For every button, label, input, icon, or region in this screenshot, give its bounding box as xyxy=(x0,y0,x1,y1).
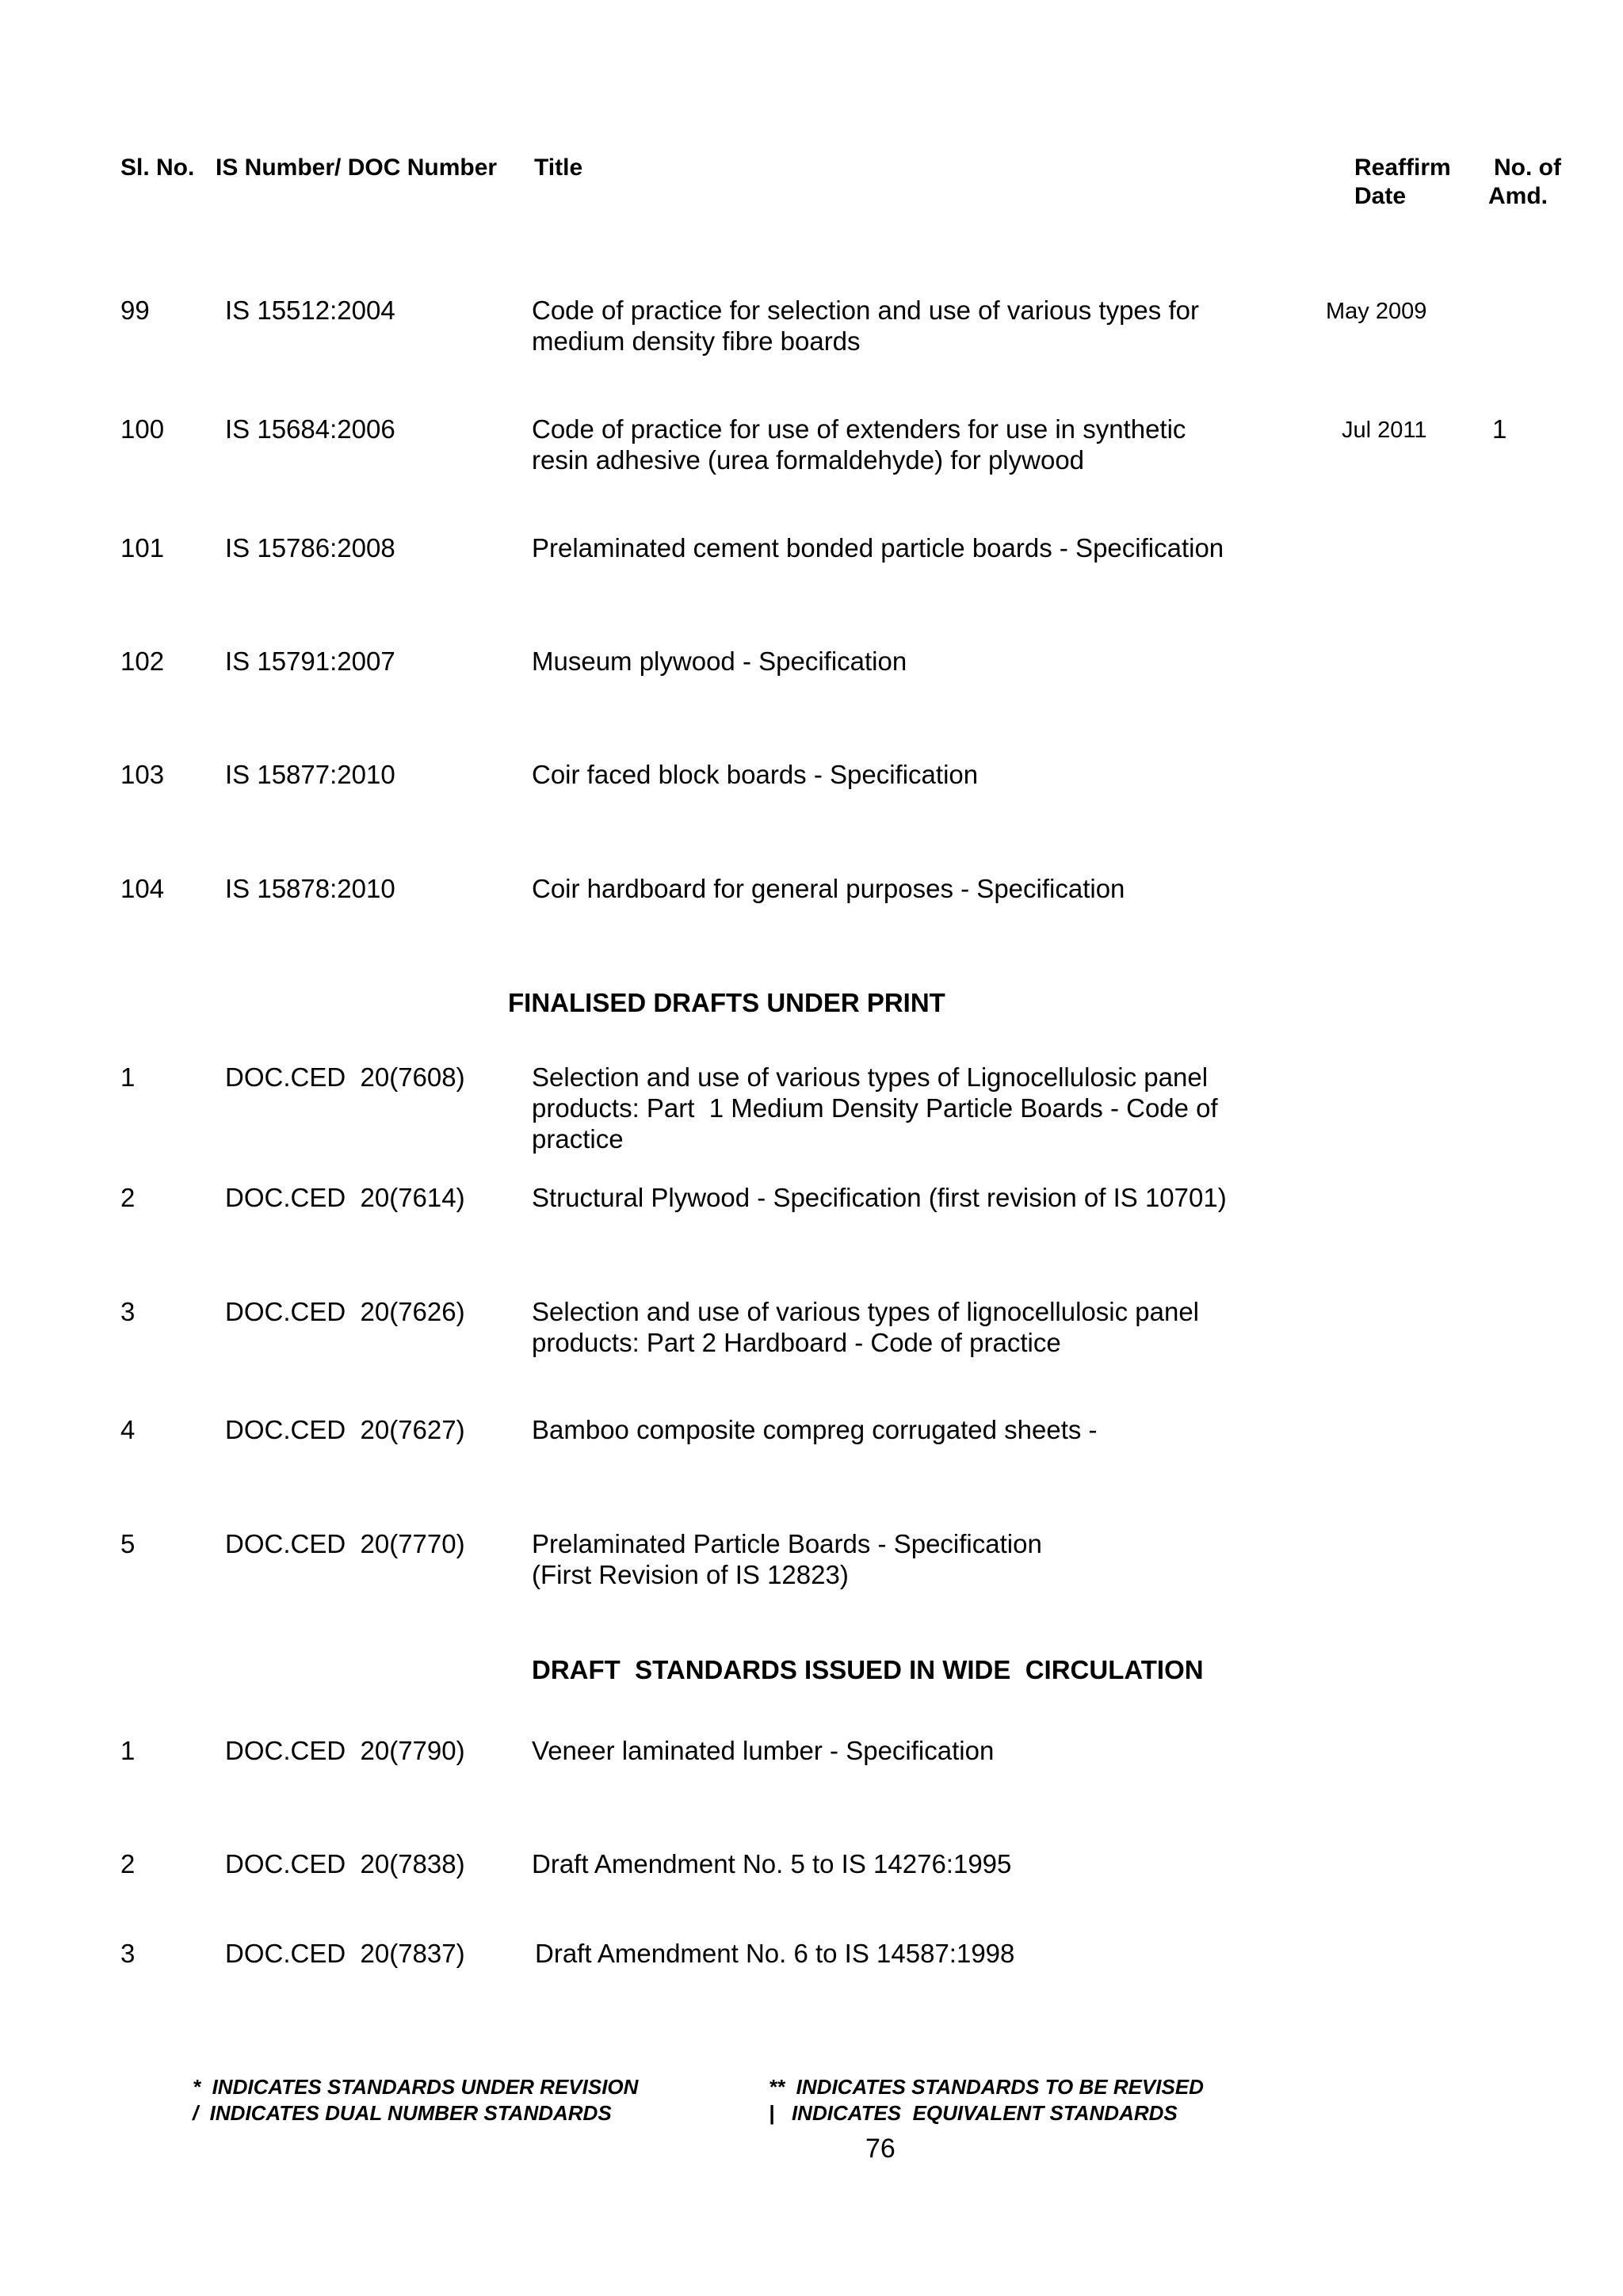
legend-to-be-revised: ** INDICATES STANDARDS TO BE REVISED xyxy=(769,2075,1204,2099)
row-sl: 100 xyxy=(120,414,165,444)
row-title-line: Selection and use of various types of lignocellulosic panel xyxy=(532,1297,1200,1326)
row-number: DOC.CED 20(7770) xyxy=(225,1529,465,1558)
row-title-line: products: Part 2 Hardboard - Code of practice xyxy=(532,1328,1061,1357)
col-reaffirm-1: Reaffirm xyxy=(1354,154,1451,181)
row-title-line: Prelaminated Particle Boards - Specification xyxy=(532,1529,1042,1558)
row-title: Coir faced block boards - Specification xyxy=(532,760,979,789)
col-is-number: IS Number/ DOC Number xyxy=(216,154,498,181)
legend-equivalent: | INDICATES EQUIVALENT STANDARDS xyxy=(769,2101,1178,2125)
row-reaffirm: Jul 2011 xyxy=(1342,418,1427,443)
row-title: Code of practice for selection and use of various types for medium density fibre boards xyxy=(532,296,1199,356)
row-title: Museum plywood - Specification xyxy=(532,646,907,676)
row-number: DOC.CED 20(7627) xyxy=(225,1415,465,1444)
row-title: Prelaminated cement bonded particle boards - Specification xyxy=(532,533,1224,563)
row-title: Code of practice for use of extenders for use in synthetic resin adhesive (urea formaldehyde) for plywood xyxy=(532,414,1186,475)
row-sl: 3 xyxy=(120,1297,136,1326)
row-title-line: practice xyxy=(532,1124,624,1154)
row-sl: 99 xyxy=(120,296,150,325)
row-sl: 1 xyxy=(120,1736,136,1765)
row-title: Veneer laminated lumber - Specification xyxy=(532,1736,995,1765)
row-title-line: Bamboo composite compreg corrugated sheets - xyxy=(532,1415,1098,1444)
row-sl: 103 xyxy=(120,760,165,789)
row-sl: 4 xyxy=(120,1415,136,1444)
row-number: IS 15877:2010 xyxy=(225,760,395,789)
row-number: DOC.CED 20(7614) xyxy=(225,1183,465,1212)
row-title-line: (First Revision of IS 12823) xyxy=(532,1560,849,1589)
row-number: DOC.CED 20(7837) xyxy=(225,1939,465,1968)
row-sl: 1 xyxy=(120,1062,136,1092)
col-title: Title xyxy=(534,154,583,181)
row-number: IS 15786:2008 xyxy=(225,533,395,563)
row-sl: 101 xyxy=(120,533,165,563)
row-reaffirm: May 2009 xyxy=(1326,299,1427,324)
row-title-line: Structural Plywood - Specification (first revision of IS 10701) xyxy=(532,1183,1227,1212)
row-sl: 2 xyxy=(120,1183,136,1212)
row-title: Draft Amendment No. 5 to IS 14276:1995 xyxy=(532,1849,1012,1878)
row-title: Draft Amendment No. 6 to IS 14587:1998 xyxy=(535,1939,1015,1968)
row-sl: 102 xyxy=(120,646,165,676)
row-sl: 5 xyxy=(120,1529,136,1558)
row-number: IS 15878:2010 xyxy=(225,874,395,903)
col-sl-no: Sl. No. xyxy=(120,154,195,181)
row-sl: 104 xyxy=(120,874,165,903)
row-number: DOC.CED 20(7626) xyxy=(225,1297,465,1326)
col-reaffirm-2: Date xyxy=(1354,183,1407,209)
row-title: Coir hardboard for general purposes - Specification xyxy=(532,874,1125,903)
row-sl: 2 xyxy=(120,1849,136,1878)
col-amd-1: No. of xyxy=(1494,154,1561,181)
circulation-heading: DRAFT STANDARDS ISSUED IN WIDE CIRCULATION xyxy=(532,1655,1204,1684)
row-number: DOC.CED 20(7838) xyxy=(225,1849,465,1878)
legend-dual-number: / INDICATES DUAL NUMBER STANDARDS xyxy=(193,2101,612,2125)
legend-under-revision: * INDICATES STANDARDS UNDER REVISION xyxy=(193,2075,639,2099)
row-number: IS 15684:2006 xyxy=(225,414,395,444)
row-amd: 1 xyxy=(1492,414,1507,444)
row-title-line: Selection and use of various types of Lignocellulosic panel xyxy=(532,1062,1209,1092)
row-number: DOC.CED 20(7790) xyxy=(225,1736,465,1765)
row-sl: 3 xyxy=(120,1939,136,1968)
row-title-line: products: Part 1 Medium Density Particle Boards - Code of xyxy=(532,1093,1218,1123)
row-number: IS 15791:2007 xyxy=(225,646,395,676)
row-number: IS 15512:2004 xyxy=(225,296,395,325)
finalised-heading: FINALISED DRAFTS UNDER PRINT xyxy=(508,988,945,1017)
col-amd-2: Amd. xyxy=(1488,183,1548,209)
row-number: DOC.CED 20(7608) xyxy=(225,1062,465,1092)
page-number: 76 xyxy=(865,2134,896,2164)
